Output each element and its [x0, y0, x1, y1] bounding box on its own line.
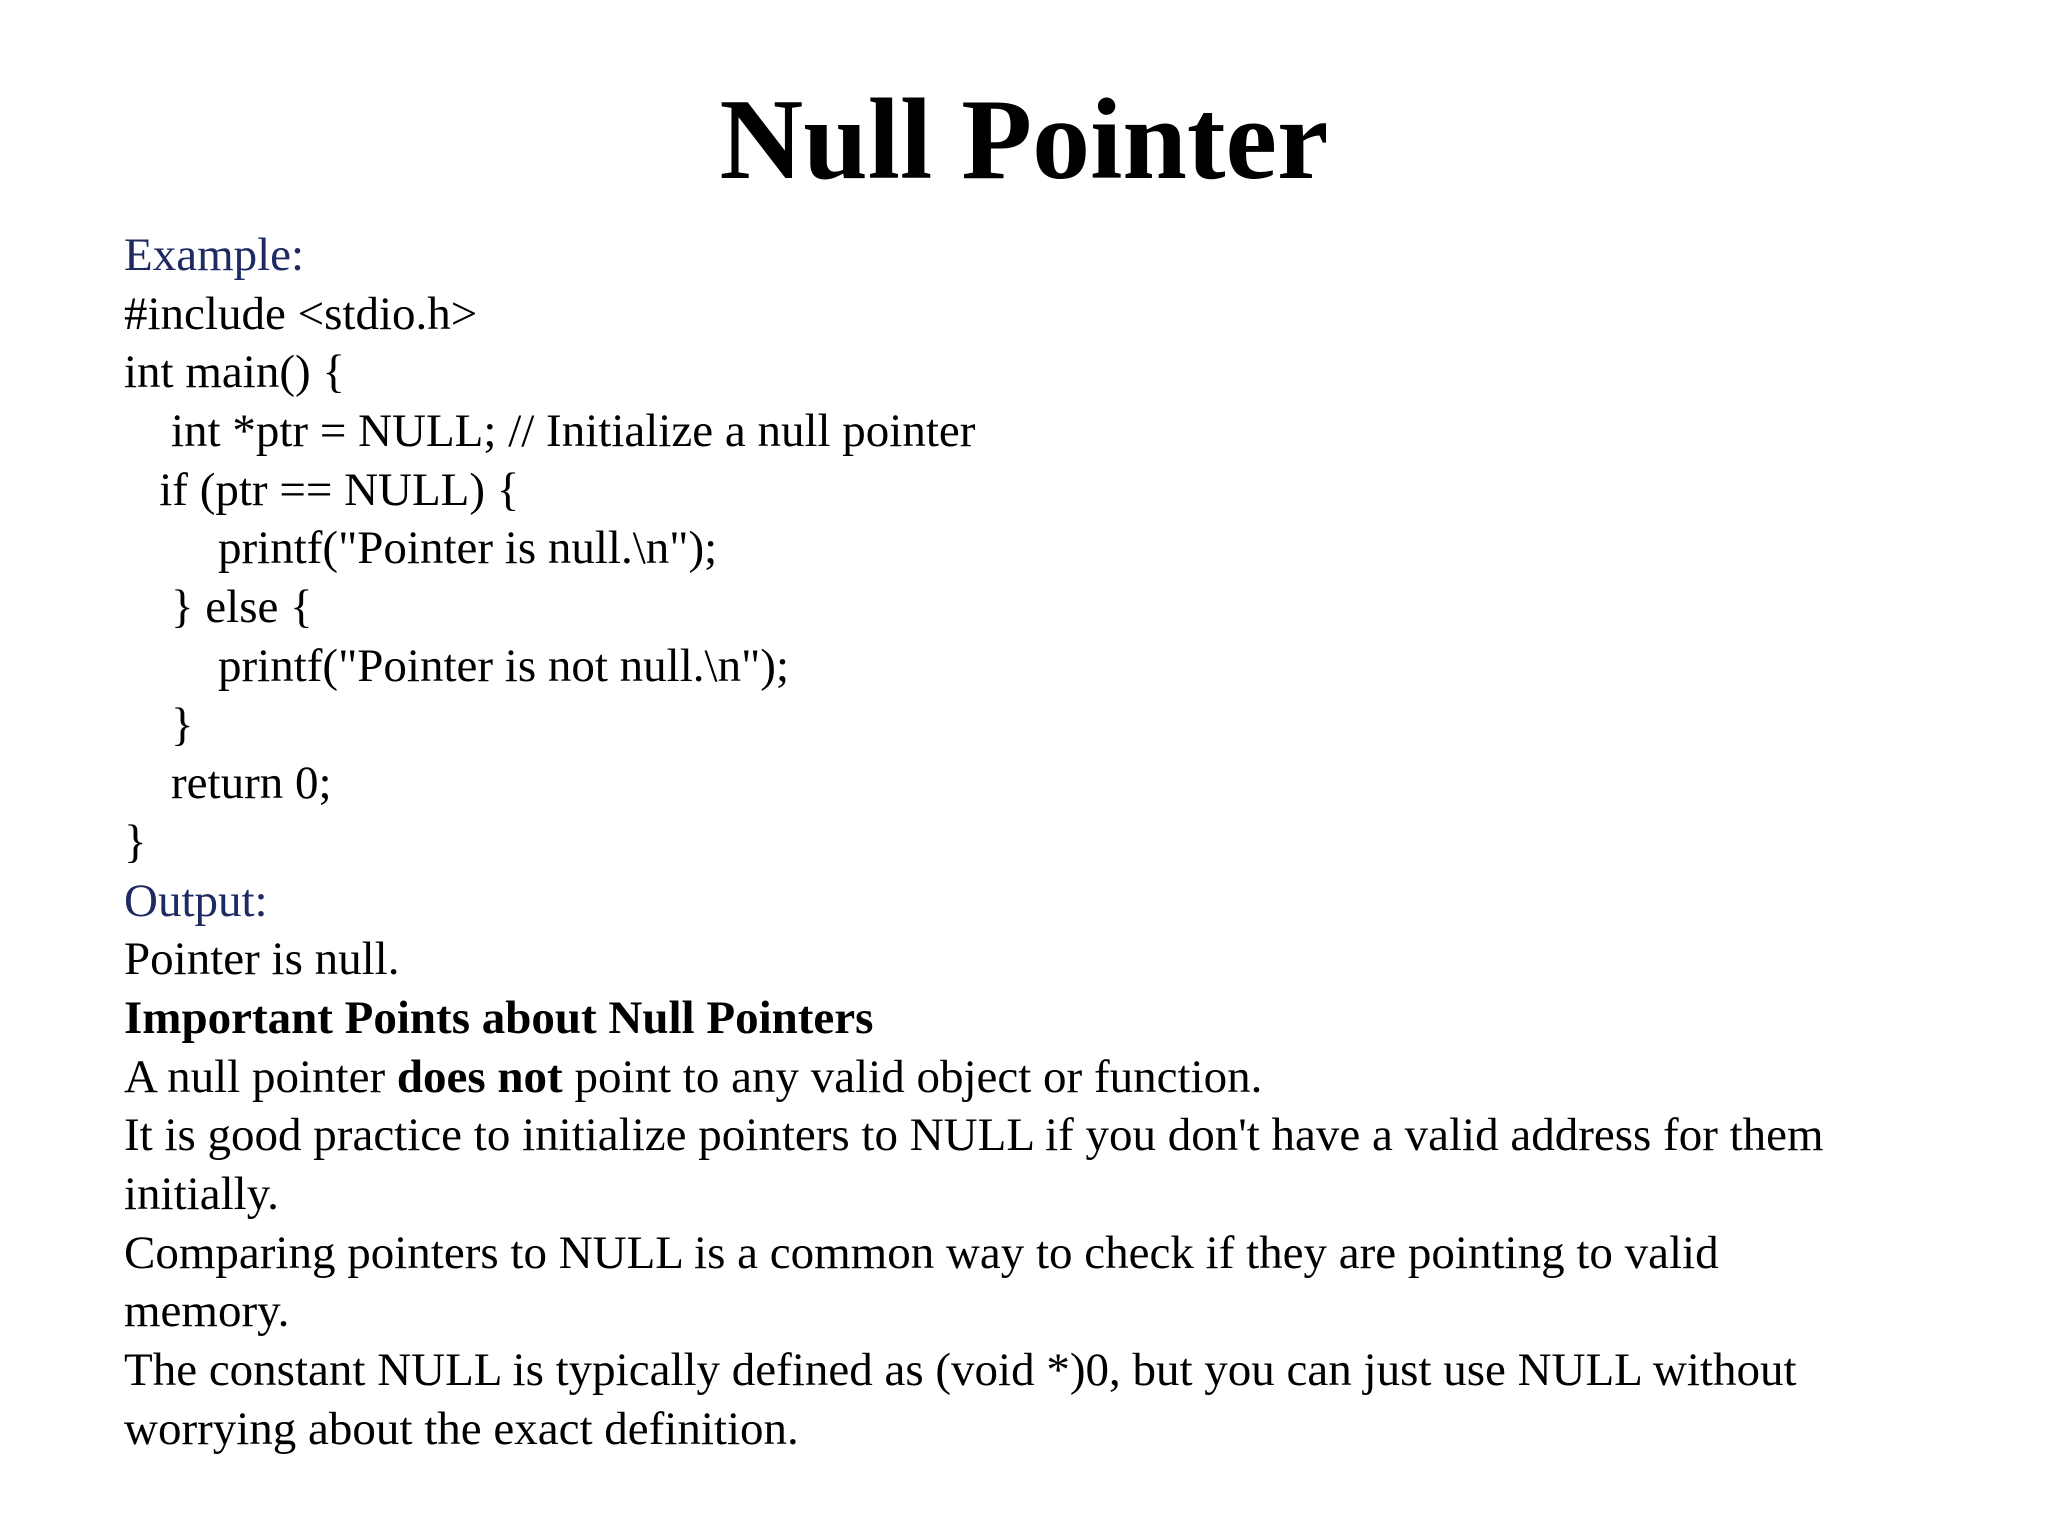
point-3-line-2: memory. — [124, 1285, 290, 1338]
code-line: printf("Pointer is not null.\n"); — [124, 639, 789, 692]
point-1-text: A null pointer — [124, 1050, 397, 1103]
output-label: Output: — [124, 874, 268, 927]
point-2-line-1: It is good practice to initialize pointers to NULL if you don't have a valid address for them — [124, 1109, 1824, 1162]
code-line: return 0; — [124, 757, 332, 810]
point-1-text-end: point to any valid object or function. — [562, 1050, 1263, 1103]
code-line: int *ptr = NULL; // Initialize a null pointer — [124, 405, 976, 458]
point-1 — [124, 1048, 1924, 1107]
point-1-emphasis: does not — [396, 1050, 563, 1103]
slide-title: Null Pointer — [719, 76, 1329, 204]
slide-content — [124, 226, 1924, 1458]
code-line: } else { — [124, 581, 313, 634]
code-block — [124, 285, 1924, 872]
code-line: if (ptr == NULL) { — [124, 463, 520, 516]
code-line: int main() { — [124, 346, 345, 399]
points-heading: Important Points about Null Pointers — [124, 991, 874, 1044]
point-4-line-2: worrying about the exact definition. — [124, 1402, 799, 1455]
code-line: } — [124, 815, 147, 868]
code-line: } — [124, 698, 194, 751]
point-4-line-1: The constant NULL is typically defined as (void *)0, but you can just use NULL without — [124, 1344, 1797, 1397]
code-line: #include <stdio.h> — [124, 287, 478, 340]
output-text: Pointer is null. — [124, 933, 400, 986]
point-2-line-2: initially. — [124, 1168, 279, 1220]
example-label: Example: — [124, 229, 305, 281]
code-line: printf("Pointer is null.\n"); — [124, 522, 718, 575]
point-3-line-1: Comparing pointers to NULL is a common way to check if they are pointing to valid — [124, 1226, 1719, 1279]
